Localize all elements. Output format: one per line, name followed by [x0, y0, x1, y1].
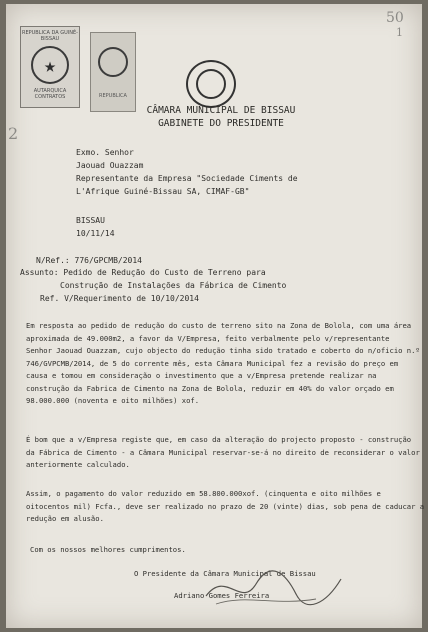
handwritten-sub-number: 1 — [396, 26, 403, 39]
stamp2-bottom-text: REPUBLICA — [99, 93, 127, 99]
letterhead-line1: CÂMARA MUNICIPAL DE BISSAU — [146, 105, 296, 116]
recipient-name: Jaouad Ouazzam — [76, 161, 144, 170]
handwritten-left-mark: 2 — [8, 124, 19, 143]
handwritten-page-number: 50 — [386, 10, 404, 26]
letterhead-line2: GABINETE DO PRESIDENTE — [158, 118, 284, 129]
stamp-top-text: REPUBLICA DA GUINÉ-BISSAU — [22, 30, 78, 42]
stamp-bottom-text: AUTARQUICA CONTRATOS — [33, 88, 67, 100]
place: BISSAU — [76, 216, 105, 225]
document-page — [6, 4, 425, 628]
star-icon: ★ — [31, 46, 69, 84]
recipient-company: L'Afrique Guiné-Bissau SA, CIMAF-GB" — [76, 187, 250, 196]
signatory-title: O Presidente da Câmara Municipal de Bissau — [134, 569, 316, 578]
emblem-icon — [98, 47, 128, 77]
recipient-role: Representante da Empresa "Sociedade Ciments de — [76, 174, 298, 183]
letter-date: 10/11/14 — [76, 229, 115, 238]
revenue-stamp — [20, 26, 80, 108]
subject-label: Assunto: Pedido de Redução do Custo de Terreno para — [20, 268, 266, 277]
body-paragraph-1: Em resposta ao pedido de redução do custo de terreno sito na Zona de Bolola, com uma área aproximada de 49.000m2, a favor da V/Empresa, feito verbalmente pelo v/representante Senhor Jaouad Ouazzam, cujo objecto do redução tinha sido tratado e coberto do n/oficio n.º 746/GVPCMB/2014, de 5 do corrente mês, esta Câmara Municipal fez a revisão do preço em causa e tomou em consideração o investimento que a v/Empresa pretende realizar na construção da Fabrica de Cimento na Zona de Bolola, reduzir em 40% do valor orçado em 98.000.000 (noventa e oito milhões) xof. — [26, 321, 420, 405]
signatory-name: Adriano Gomes Ferreira — [174, 591, 270, 600]
subject-line2: Construção de Instalações da Fábrica de Cimento — [60, 281, 287, 290]
letterhead — [136, 104, 306, 130]
body-paragraph-3: Assim, o pagamento do valor reduzido em 58.800.000xof. (cinquenta e oito milhões e oitocentos mil) Fcfa., deve ser realizado no prazo de 20 (vinte) dias, sob pena de caducar a redução em alusão. — [26, 489, 425, 523]
letter-reference: N/Ref.: 776/GPCMB/2014 — [36, 256, 142, 265]
municipal-seal-icon — [186, 60, 236, 108]
revenue-stamp-2 — [90, 32, 136, 112]
body-paragraph-2: É bom que a v/Empresa registe que, em caso da alteração do projecto proposto - construção da Fábrica de Cimento - a Câmara Municipal reservar-se-á no direito de reconsiderar o valor anteriormente calculado. — [26, 435, 420, 469]
recipient-salutation: Exmo. Senhor — [76, 148, 134, 157]
closing-line: Com os nossos melhores cumprimentos. — [30, 545, 186, 554]
handwritten-signature — [196, 564, 346, 614]
subject-reference: Ref. V/Requerimento de 10/10/2014 — [40, 294, 199, 303]
